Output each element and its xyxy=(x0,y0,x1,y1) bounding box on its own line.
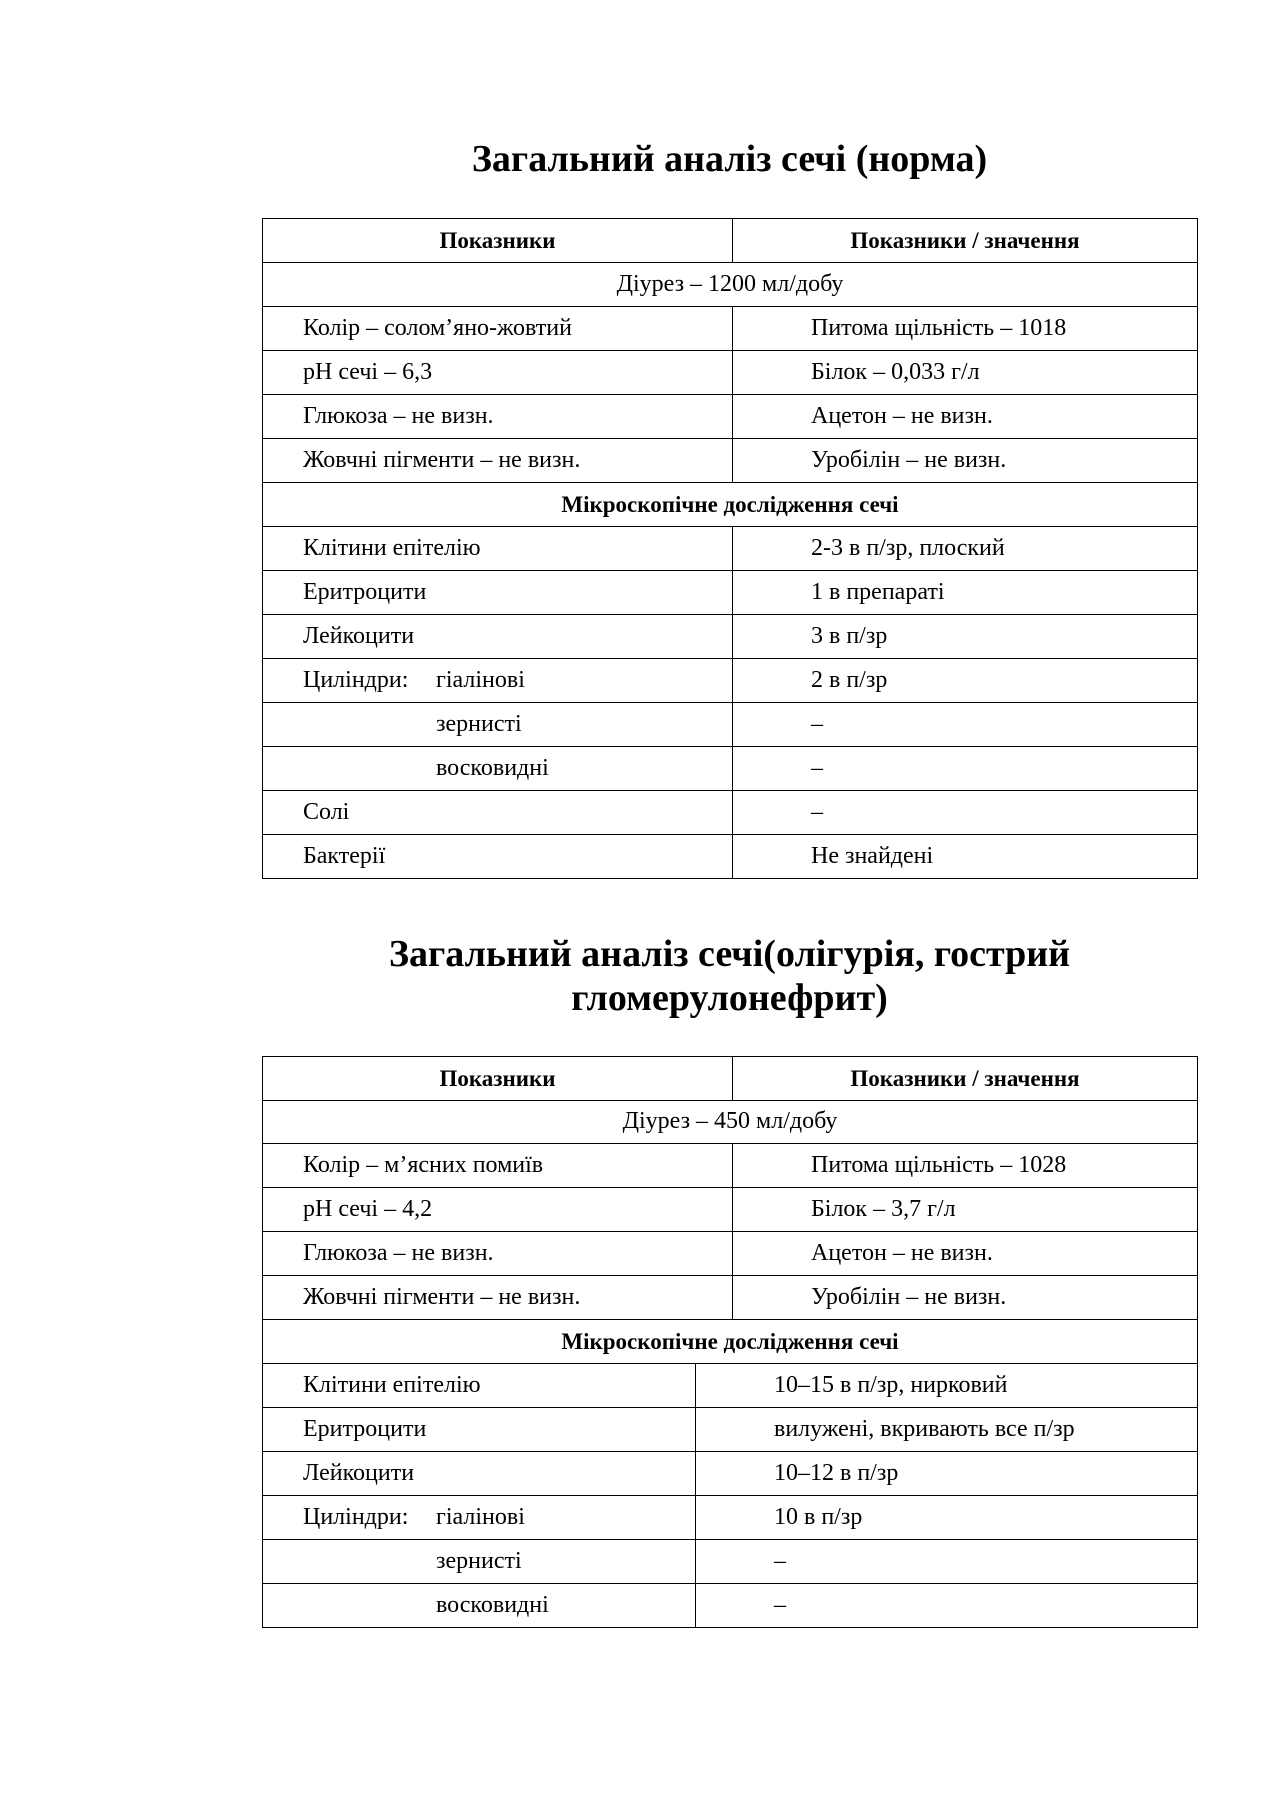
leukocytes-value: 10–12 в п/зр xyxy=(696,1452,1198,1496)
erythrocytes-value: вилужені, вкривають все п/зр xyxy=(696,1408,1198,1452)
leukocytes-label: Лейкоцити xyxy=(263,615,733,659)
casts-granular-value: – xyxy=(733,703,1198,747)
color-cell: Колір – м’ясних помиїв xyxy=(263,1144,733,1188)
table-row xyxy=(263,351,1198,395)
diuresis-row xyxy=(263,1100,1198,1144)
microscopy-section-heading: Мікроскопічне дослідження сечі xyxy=(263,483,1198,527)
table-header-row xyxy=(263,1057,1198,1101)
table-row xyxy=(263,1584,1198,1628)
urobilin-cell: Уробілін – не визн. xyxy=(733,439,1198,483)
bacteria-label: Бактерії xyxy=(263,835,733,879)
casts-granular-label xyxy=(263,1540,696,1584)
epithelium-label: Клітини епітелію xyxy=(263,527,733,571)
erythrocytes-label: Еритроцити xyxy=(263,571,733,615)
header-indicators: Показники xyxy=(263,219,733,263)
header-indicators: Показники xyxy=(263,1057,733,1101)
specific-gravity-cell: Питома щільність – 1018 xyxy=(733,307,1198,351)
table2-title-line1: Загальний аналіз сечі(олігурія, гострий xyxy=(388,933,1071,975)
ph-cell: рН сечі – 6,3 xyxy=(263,351,733,395)
casts-hyaline-label xyxy=(263,1496,696,1540)
casts-granular-name: зернисті xyxy=(436,711,522,737)
table-row xyxy=(263,307,1198,351)
casts-granular-label xyxy=(263,703,733,747)
table-row xyxy=(263,395,1198,439)
diuresis-cell: Діурез – 450 мл/добу xyxy=(263,1100,1198,1144)
salts-label: Солі xyxy=(263,791,733,835)
casts-hyaline-name: гіалінові xyxy=(436,1504,525,1530)
epithelium-value: 10–15 в п/зр, нирковий xyxy=(696,1364,1198,1408)
urinalysis-oliguria-table-body xyxy=(262,1100,1198,1364)
header-values: Показники / значення xyxy=(733,219,1198,263)
diuresis-row xyxy=(263,263,1198,307)
table-row xyxy=(263,1496,1198,1540)
acetone-cell: Ацетон – не визн. xyxy=(733,1232,1198,1276)
table-row xyxy=(263,571,1198,615)
casts-waxy-label xyxy=(263,747,733,791)
protein-cell: Білок – 0,033 г/л xyxy=(733,351,1198,395)
table-row xyxy=(263,835,1198,879)
bile-pigments-cell: Жовчні пігменти – не визн. xyxy=(263,1276,733,1320)
specific-gravity-cell: Питома щільність – 1028 xyxy=(733,1144,1198,1188)
glucose-cell: Глюкоза – не визн. xyxy=(263,395,733,439)
protein-cell: Білок – 3,7 г/л xyxy=(733,1188,1198,1232)
casts-granular-value: – xyxy=(696,1540,1198,1584)
casts-hyaline-value: 2 в п/зр xyxy=(733,659,1198,703)
table-row xyxy=(263,703,1198,747)
section-row xyxy=(263,483,1198,527)
glucose-cell: Глюкоза – не визн. xyxy=(263,1232,733,1276)
table-row xyxy=(263,1188,1198,1232)
table-header-row xyxy=(263,219,1198,263)
table-row xyxy=(263,527,1198,571)
urinalysis-oliguria-microscopy-table xyxy=(262,1364,1198,1628)
casts-waxy-value: – xyxy=(696,1584,1198,1628)
epithelium-value: 2-3 в п/зр, плоский xyxy=(733,527,1198,571)
casts-prefix: Циліндри: xyxy=(303,667,409,693)
leukocytes-label: Лейкоцити xyxy=(263,1452,696,1496)
erythrocytes-label: Еритроцити xyxy=(263,1408,696,1452)
diuresis-cell: Діурез – 1200 мл/добу xyxy=(263,263,1198,307)
table-row xyxy=(263,1232,1198,1276)
acetone-cell: Ацетон – не визн. xyxy=(733,395,1198,439)
ph-cell: рН сечі – 4,2 xyxy=(263,1188,733,1232)
microscopy-section-heading: Мікроскопічне дослідження сечі xyxy=(263,1320,1198,1364)
bacteria-value: Не знайдені xyxy=(733,835,1198,879)
table-row xyxy=(263,747,1198,791)
casts-waxy-name: восковидні xyxy=(436,1592,549,1618)
casts-prefix: Циліндри: xyxy=(303,1504,409,1530)
table-row xyxy=(263,791,1198,835)
color-cell: Колір – солом’яно-жовтий xyxy=(263,307,733,351)
table-row xyxy=(263,1364,1198,1408)
table-row xyxy=(263,659,1198,703)
table1-title: Загальний аналіз сечі (норма) xyxy=(471,138,988,180)
header-values: Показники / значення xyxy=(733,1057,1198,1101)
casts-waxy-value: – xyxy=(733,747,1198,791)
table-row xyxy=(263,1540,1198,1584)
casts-hyaline-name: гіалінові xyxy=(436,667,525,693)
erythrocytes-value: 1 в препараті xyxy=(733,571,1198,615)
urinalysis-normal-table xyxy=(262,218,1198,879)
epithelium-label: Клітини епітелію xyxy=(263,1364,696,1408)
leukocytes-value: 3 в п/зр xyxy=(733,615,1198,659)
salts-value: – xyxy=(733,791,1198,835)
table-row xyxy=(263,615,1198,659)
section-row xyxy=(263,1320,1198,1364)
casts-granular-name: зернисті xyxy=(436,1548,522,1574)
table2-title xyxy=(262,932,1197,1020)
casts-hyaline-value: 10 в п/зр xyxy=(696,1496,1198,1540)
table2-title-line2: гломерулонефрит) xyxy=(571,977,888,1019)
table-row xyxy=(263,1408,1198,1452)
urinalysis-oliguria-table xyxy=(262,1056,1198,1101)
table-row xyxy=(263,1452,1198,1496)
table-row xyxy=(263,439,1198,483)
table-row xyxy=(263,1276,1198,1320)
urobilin-cell: Уробілін – не визн. xyxy=(733,1276,1198,1320)
casts-waxy-label xyxy=(263,1584,696,1628)
table-row xyxy=(263,1144,1198,1188)
casts-hyaline-label xyxy=(263,659,733,703)
bile-pigments-cell: Жовчні пігменти – не визн. xyxy=(263,439,733,483)
casts-waxy-name: восковидні xyxy=(436,755,549,781)
